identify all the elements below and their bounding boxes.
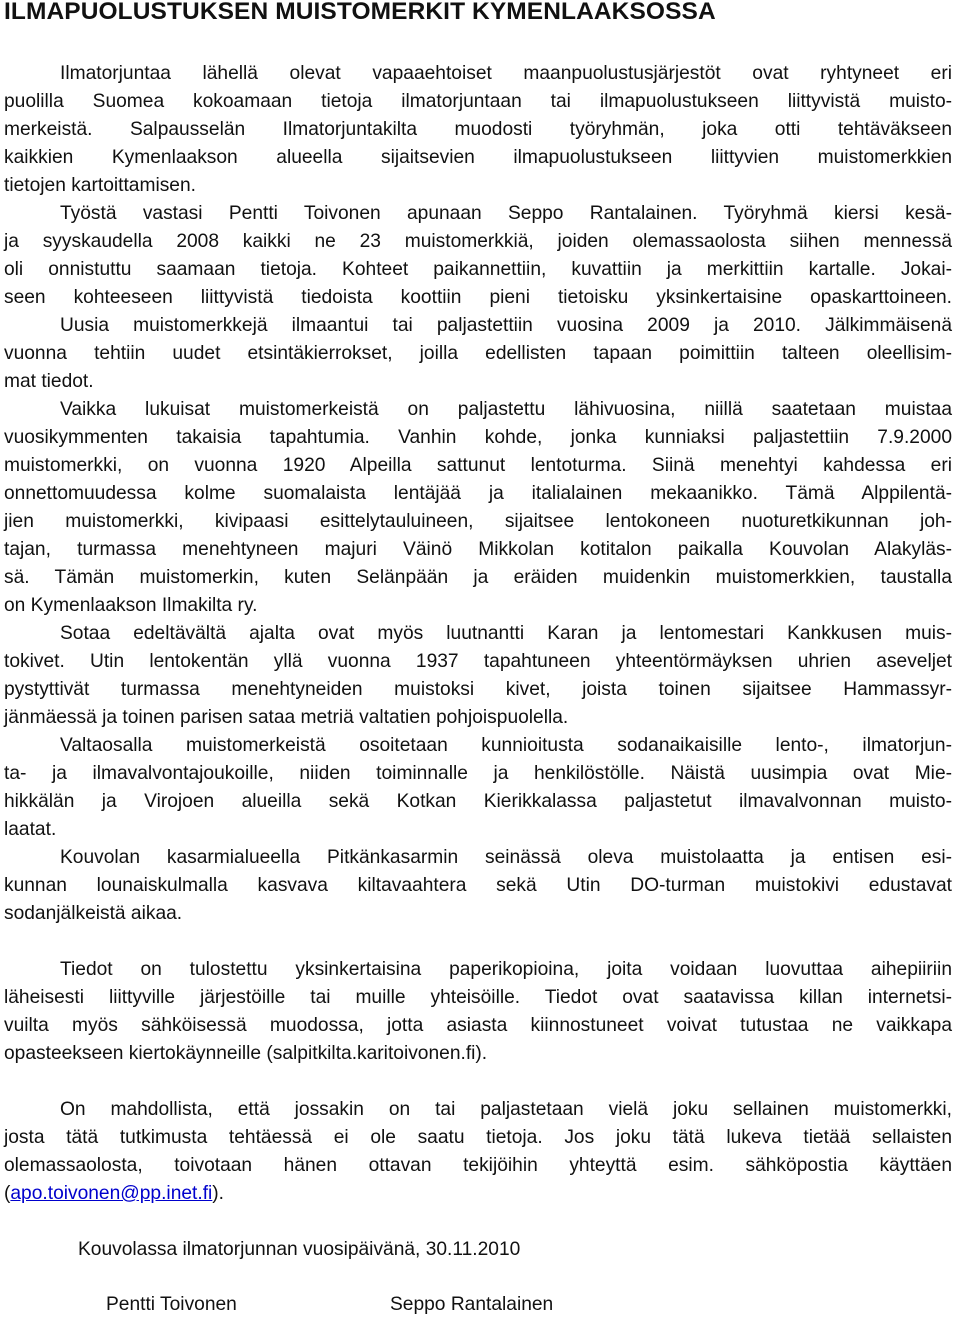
body-line: opasteekseen kiertokäynneille (salpitkilta.karitoivonen.fi). [4, 1043, 488, 1064]
body-line: laatat. [4, 819, 57, 840]
body-line: vuonna tehtiin uudet etsintäkierrokset, joilla edellisten tapaan poimittiin talteen oleellisim- [4, 343, 952, 364]
body-line: tajan, turmassa menehtyneen majuri Väinö Mikkolan kotitalon paikalla Kouvolan Alakyläs- [4, 539, 952, 560]
body-line: oli onnistuttu saamaan tietoja. Kohteet paikannettiin, kuvattiin ja merkittiin kartalle. Jokai- [4, 259, 952, 280]
date-line: Kouvolassa ilmatorjunnan vuosipäivänä, 30.11.2010 [78, 1239, 521, 1260]
body-line: vuilta myös sähköisessä muodossa, jotta asiasta kiinnostuneet voivat tutustaa ne vaikkapa [4, 1015, 952, 1036]
email-link[interactable]: apo.toivonen@pp.inet.fi [10, 1183, 213, 1204]
body-line: Vaikka lukuisat muistomerkeistä on paljastettu lähivuosina, niillä saatetaan muistaa [60, 399, 952, 420]
body-line: kunnan lounaiskulmalla kasvava kiltavaahtera sekä Utin DO-turman muistokivi edustavat [4, 875, 952, 896]
email-line [4, 1182, 224, 1206]
signer-name: Seppo Rantalainen [390, 1294, 554, 1315]
body-line: On mahdollista, että jossakin on tai paljastetaan vielä joku sellainen muistomerkki, [60, 1099, 952, 1120]
body-line: jien muistomerkki, kivipaasi esittelytauluineen, sijaitsee lentokoneen nuoturetkikunnan joh- [4, 511, 952, 532]
body-line: sä. Tämän muistomerkin, kuten Selänpään ja eräiden muidenkin muistomerkkien, taustalla [4, 567, 952, 588]
body-line: puolilla Suomea kokoamaan tietoja ilmatorjuntaan tai ilmapuolustukseen liittyvistä muisto- [4, 91, 952, 112]
body-line: ja syyskaudella 2008 kaikki ne 23 muistomerkkiä, joiden olemassaolosta siihen mennessä [4, 231, 952, 252]
body-line: Ilmatorjuntaa lähellä olevat vapaaehtoiset maanpuolustusjärjestöt ovat ryhtyneet eri [60, 63, 952, 84]
body-line: ta- ja ilmavalvontajoukoille, niiden toiminnalle ja henkilöstölle. Näistä uusimpia ovat Mie- [4, 763, 952, 784]
body-line: Kouvolan kasarmialueella Pitkänkasarmin seinässä oleva muistolaatta ja entisen esi- [60, 847, 952, 868]
body-line: sodanjälkeistä aikaa. [4, 903, 183, 924]
body-line: mat tiedot. [4, 371, 94, 392]
body-line: vuosikymmenten takaisia tapahtumia. Vanhin kohde, jonka kunniaksi paljastettiin 7.9.2000 [4, 427, 952, 448]
body-line: on Kymenlaakson Ilmakilta ry. [4, 595, 258, 616]
body-line: läheisesti liittyville järjestöille tai muille yhteisöille. Tiedot ovat saatavissa killan internetsi- [4, 987, 952, 1008]
body-line: Valtaosalla muistomerkeistä osoitetaan kunnioitusta sodanaikaisille lento-, ilmatorjun- [60, 735, 952, 756]
body-line: kaikkien Kymenlaakson alueella sijaitsevien ilmapuolustukseen liittyvien muistomerkkien [4, 147, 952, 168]
body-line: onnettomuudessa kolme suomalaista lentäjää ja italialainen mekaanikko. Tämä Alppilentä- [4, 483, 952, 504]
body-line: pystyttivät turmassa menehtyneiden muistoksi kivet, joista toinen sijaitsee Hammassyr- [4, 679, 952, 700]
email-prefix: ( [4, 1183, 11, 1204]
body-line: Tiedot on tulostettu yksinkertaisina paperikopioina, joita voidaan luovuttaa aihepiiriin [60, 959, 952, 980]
body-line: olemassaolosta, toivotaan hänen ottavan tekijöihin yhteyttä esim. sähköpostia käyttäen [4, 1155, 952, 1176]
signer-name: Pentti Toivonen [106, 1294, 237, 1315]
body-line: muistomerkki, on vuonna 1920 Alpeilla sattunut lentoturma. Siinä menehtyi kahdessa eri [4, 455, 952, 476]
body-line: tokivet. Utin lentokentän yllä vuonna 1937 tapahtuneen yhteentörmäyksen uhrien aseveljet [4, 651, 952, 672]
body-line: josta tätä tutkimusta tehtäessä ei ole saatu tietoja. Jos joku tätä lukeva tietää sellaisten [4, 1127, 952, 1148]
body-line: Uusia muistomerkkejä ilmaantui tai paljastettiin vuosina 2009 ja 2010. Jälkimmäisenä [60, 315, 952, 336]
body-line: seen kohteeseen liittyvistä tiedoista koottiin pieni tietoisku yksinkertaisine opaskarttoineen. [4, 287, 952, 308]
body-line: merkeistä. Salpausselän Ilmatorjuntakilta muodosti työryhmän, joka otti tehtäväkseen [4, 119, 952, 140]
body-line: tietojen kartoittamisen. [4, 175, 196, 196]
body-line: Sotaa edeltävältä ajalta ovat myös luutnantti Karan ja lentomestari Kankkusen muis- [60, 623, 952, 644]
body-line: jänmäessä ja toinen parisen sataa metriä valtatien pohjoispuolella. [4, 707, 569, 728]
body-line: Työstä vastasi Pentti Toivonen apunaan Seppo Rantalainen. Työryhmä kiersi kesä- [60, 203, 952, 224]
body-line: hikkälän ja Virojoen alueilla sekä Kotkan Kierikkalassa paljastetut ilmavalvonnan muisto- [4, 791, 952, 812]
email-suffix: ). [212, 1183, 225, 1204]
document-title: ILMAPUOLUSTUKSEN MUISTOMERKIT KYMENLAAKSOSSA [4, 0, 716, 25]
